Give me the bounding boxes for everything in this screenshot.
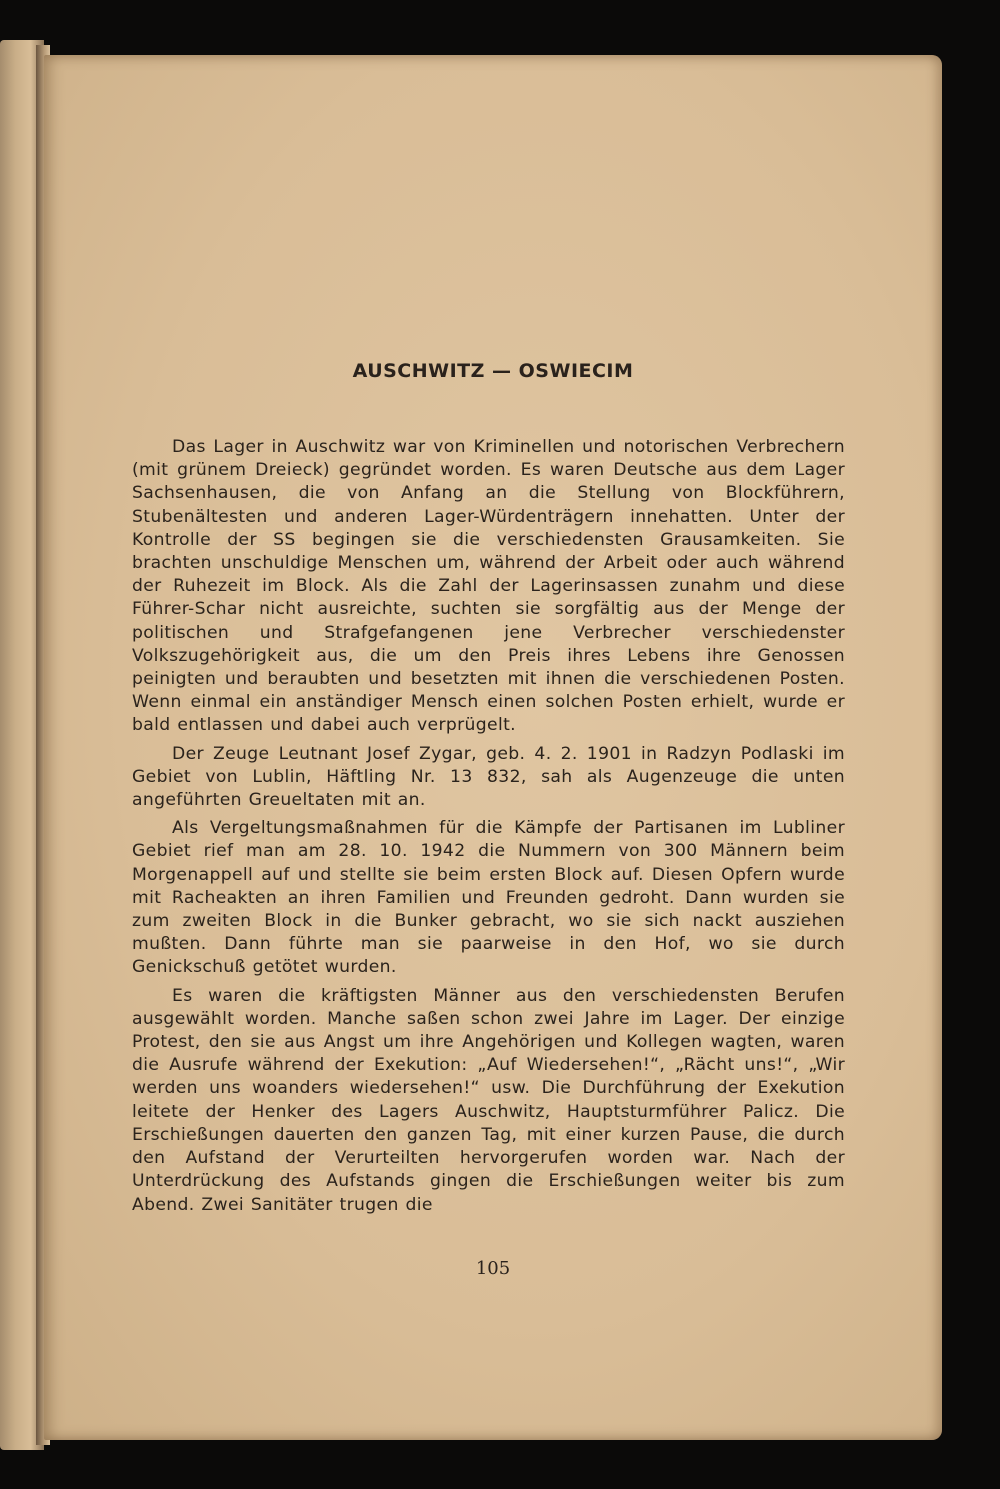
paragraph: Es waren die kräftigsten Männer aus den verschiedensten Berufen ausgewählt worden. Manche saßen schon zwei Jahre im Lager. Der einzige Protest, den sie aus Angst um ihre Angehörigen und Kollegen wagten, waren die Ausrufe während der Exekution: „Auf Wiedersehen!“, „Rächt uns!“, „Wir werden uns woanders wiedersehen!“ usw. Die Durchführung der Exekution leitete der Henker des Lagers Auschwitz, Hauptsturmführer Palicz. Die Erschießungen dauerten den ganzen Tag, mit einer kurzen Pause, die durch den Aufstand der Verurteilten hervorgerufen worden war. Nach der Unterdrückung des Aufstands gingen die Erschießungen weiter bis zum Abend. Zwei Sanitäter trugen die: [132, 985, 845, 1215]
paragraph: Als Vergeltungsmaßnahmen für die Kämpfe der Partisanen im Lubliner Gebiet rief man am 28. 10. 1942 die Nummern von 300 Männern beim Morgenappell auf und stellte sie beim ersten Block auf. Diesen Opfern wurde mit Racheakten an ihren Familien und Freunden gedroht. Dann wurden sie zum zweiten Block in die Bunker gebracht, wo sie sich nackt ausziehen mußten. Dann führte man sie paarweise in den Hof, wo sie durch Genickschuß getötet wurden.: [132, 818, 845, 978]
page-body: [132, 436, 845, 1222]
page-number: 105: [475, 1258, 511, 1279]
paragraph: Das Lager in Auschwitz war von Kriminellen und notorischen Verbrechern (mit grünem Dreieck) gegründet worden. Es waren Deutsche aus dem Lager Sachsenhausen, die von Anfang an die Stellung von Blockführern, Stubenältesten und anderen Lager-Würdenträgern innehatten. Unter der Kontrolle der SS begingen sie die verschiedensten Grausamkeiten. Sie brachten unschuldige Menschen um, während der Arbeit oder auch während der Ruhezeit im Block. Als die Zahl der Lagerinsassen zunahm und diese Führer-Schar nicht ausreichte, suchten sie sorgfältig aus der Menge der politischen und Strafgefangenen jene Verbrecher verschiedenster Volkszugehörigkeit aus, die um den Preis ihres Lebens ihre Genossen peinigten und beraubten und besetzten mit ihnen die verschiedenen Posten. Wenn einmal ein anständiger Mensch einen solchen Posten erhielt, wurde er bald entlassen und dabei auch verprügelt.: [132, 437, 845, 736]
chapter-title: AUSCHWITZ — OSWIECIM: [352, 360, 634, 382]
paragraph: Der Zeuge Leutnant Josef Zygar, geb. 4. 2. 1901 in Radzyn Podlaski im Gebiet von Lublin, Häftling Nr. 13 832, sah als Augenzeuge die unten angeführten Greueltaten mit an.: [132, 743, 845, 811]
